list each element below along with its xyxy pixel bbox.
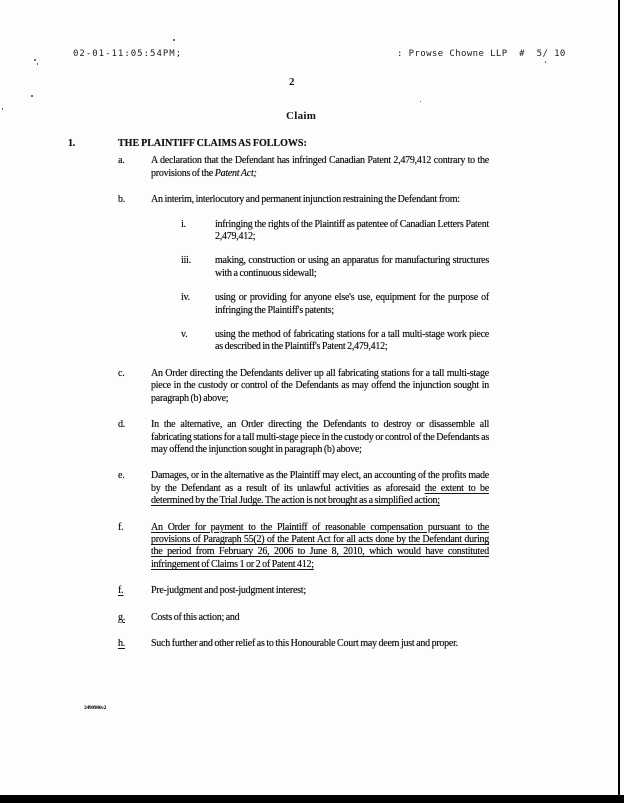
claims-item-number: 1. bbox=[68, 138, 75, 149]
scan-speck bbox=[2, 108, 3, 110]
claim-label-g: g. bbox=[118, 611, 125, 623]
claim-label-f-interest: f. bbox=[118, 585, 124, 597]
scan-speck bbox=[173, 39, 175, 41]
claim-label-h: h. bbox=[118, 637, 125, 649]
claim-sublabel-iv: iv. bbox=[181, 292, 190, 304]
claim-text-d: In the alternative, an Order directing the Defendants to destroy or disassemble all fabricating stations for a tall multi-stage piece in the custody or control of the Defendants as may offend the injunction sought in paragraph (b) above; bbox=[151, 419, 489, 455]
claim-text-a-normal: A declaration that the Defendant has infringed Canadian Patent 2,479,412 contrary to the provisions of the bbox=[151, 155, 489, 179]
claims-title: THE PLAINTIFF CLAIMS AS FOLLOWS: bbox=[118, 138, 307, 149]
claim-subtext-iv: using or providing for anyone else's use, equipment for the purpose of infringing the Plaintiff's patents; bbox=[215, 292, 489, 316]
claim-item-d bbox=[68, 419, 489, 456]
claim-label-b: b. bbox=[118, 194, 125, 206]
claim-subitem-i bbox=[68, 219, 489, 244]
claim-text-e bbox=[151, 470, 489, 507]
claim-subitem-iii bbox=[68, 255, 489, 280]
fax-timestamp: 02-01-11:05:54PM; bbox=[73, 49, 183, 59]
claim-text-g: Costs of this action; and bbox=[151, 611, 240, 623]
section-heading: Claim bbox=[286, 110, 317, 122]
claim-item-g bbox=[68, 612, 489, 624]
scan-speck bbox=[545, 61, 546, 63]
claim-text-a bbox=[151, 155, 489, 180]
claim-label-f-order: f. bbox=[118, 521, 124, 533]
scan-speck bbox=[31, 95, 33, 97]
document-id-stamp: 2490986v2 bbox=[84, 705, 107, 711]
claim-text-f-interest: Pre-judgment and post-judgment interest; bbox=[151, 585, 306, 597]
claim-sublabel-i: i. bbox=[181, 218, 186, 230]
claim-item-c bbox=[68, 368, 489, 405]
claim-subtext-iii: making, construction or using an apparatus for manufacturing structures with a continuous sidewall; bbox=[215, 255, 489, 279]
claim-sublabel-iii: iii. bbox=[181, 255, 191, 267]
scan-speck bbox=[37, 63, 38, 65]
claim-item-f-order bbox=[68, 522, 489, 572]
claim-text-e-normal: Damages, or in the alternative as the Plaintiff may elect, an accounting of the profits made by the Defendant as a result of its unlawful activities as aforesaid bbox=[151, 470, 489, 494]
claim-item-a bbox=[68, 155, 489, 180]
page-number: 2 bbox=[289, 76, 295, 88]
claim-label-e: e. bbox=[118, 470, 125, 482]
claim-label-c: c. bbox=[118, 367, 125, 379]
claim-item-e bbox=[68, 470, 489, 507]
claim-text-h: Such further and other relief as to this Honourable Court may deem just and proper. bbox=[151, 637, 458, 649]
claim-text-a-italic: Patent Act; bbox=[214, 167, 257, 179]
claim-item-f-interest bbox=[68, 585, 489, 597]
scan-edge-bottom bbox=[0, 795, 624, 803]
claim-subtext-v: using the method of fabricating stations for a tall multi-stage work piece as described in the Plaintiff's Patent 2,479,412; bbox=[215, 329, 489, 353]
claim-item-h bbox=[68, 638, 489, 650]
claim-label-d: d. bbox=[118, 419, 125, 431]
claim-text-e-underlined: the extent to be determined by the Trial Judge. The action is not brought as a simplified action; bbox=[151, 482, 489, 507]
claim-item-b bbox=[68, 194, 489, 206]
claim-text-f-order bbox=[151, 522, 489, 572]
scan-speck bbox=[34, 59, 36, 61]
claim-text-c: An Order directing the Defendants deliver up all fabricating stations for a tall multi-stage piece in the custody or control of the Defendants as may offend the injunction sought in paragraph (b) above; bbox=[151, 367, 489, 404]
claim-subtext-i: infringing the rights of the Plaintiff as patentee of Canadian Letters Patent 2,479,412; bbox=[215, 218, 489, 243]
claims-list bbox=[68, 138, 489, 650]
claim-sublabel-v: v. bbox=[181, 329, 188, 341]
claims-intro-row bbox=[68, 138, 489, 150]
scan-edge-right bbox=[618, 0, 620, 803]
claim-text-b: An interim, interlocutory and permanent injunction restraining the Defendant from: bbox=[151, 194, 460, 206]
fax-sender-page-count: : Prowse Chowne LLP # 5/ 10 bbox=[397, 49, 566, 59]
claim-text-f-order-underlined: An Order for payment to the Plaintiff of reasonable compensation pursuant to the provisions of Paragraph 55(2) of the Patent Act for all acts done by the Defendant during the period from February 26, 2006 to June 8, 2010, which would have constituted infringement of Claims 1 or 2 of Patent 412; bbox=[151, 521, 489, 570]
claim-subitem-iv bbox=[68, 292, 489, 317]
claim-label-a: a. bbox=[118, 155, 125, 167]
fax-header bbox=[0, 49, 624, 61]
claim-subitem-v bbox=[68, 329, 489, 354]
scan-speck bbox=[420, 101, 421, 102]
